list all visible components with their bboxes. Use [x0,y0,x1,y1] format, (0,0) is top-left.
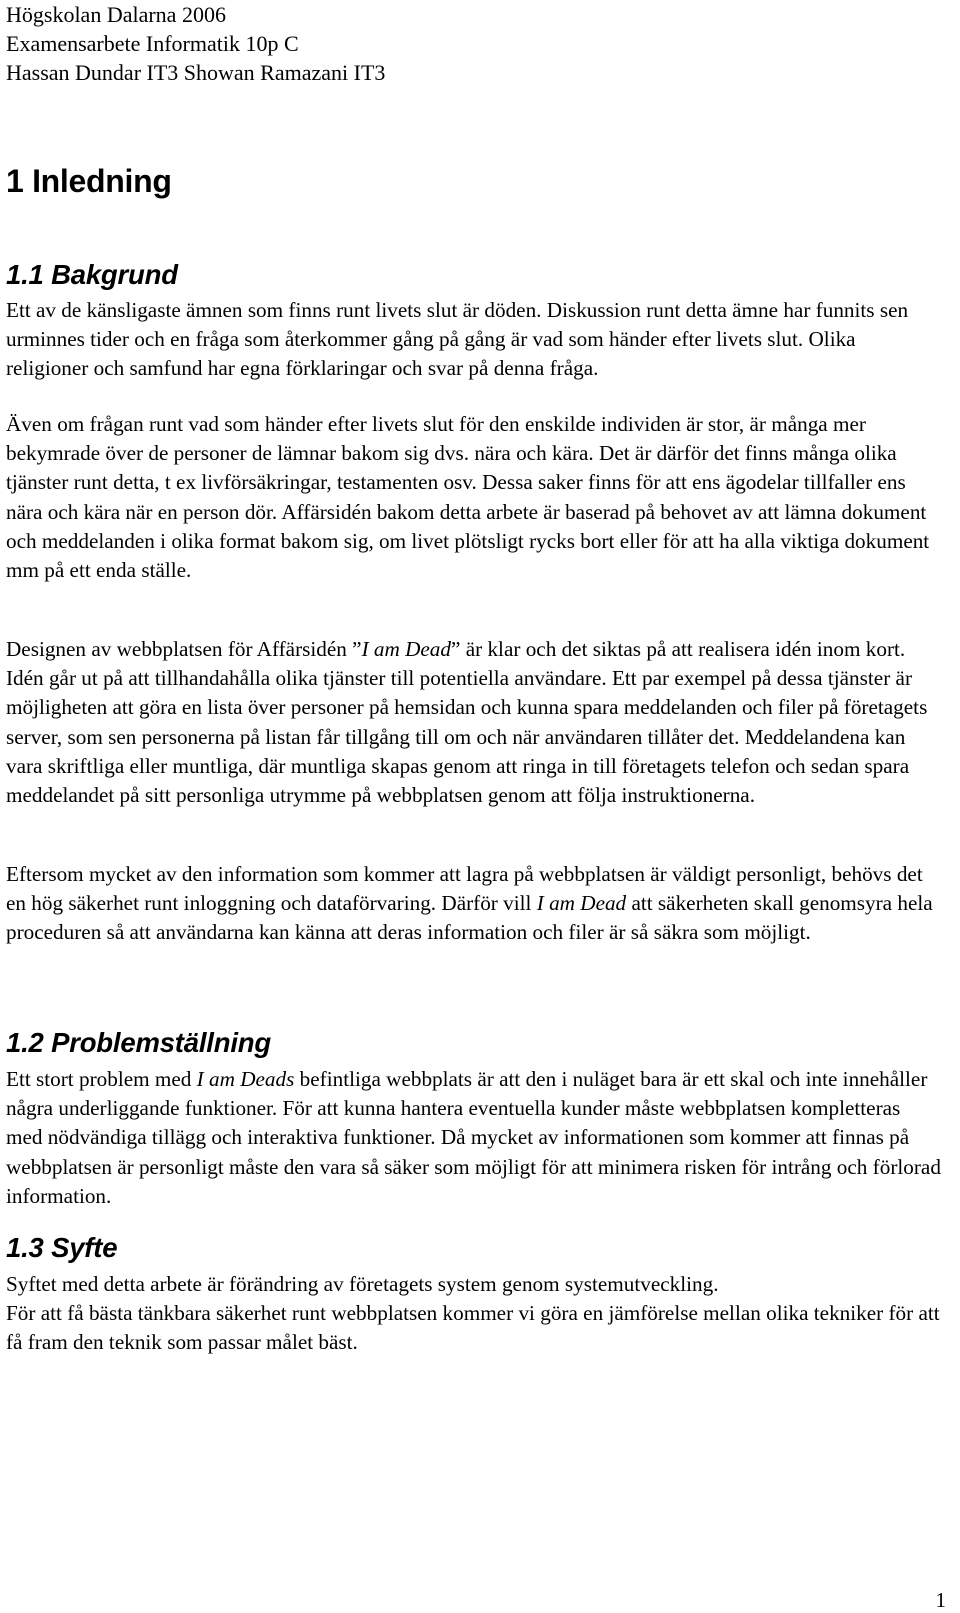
bakgrund-p4-text-a: Eftersom mycket av den information som kommer att lagra på webbplatsen är väldigt personligt, behövs det en hög säkerhet runt inloggning och dataförvaring. Därför vill [6,862,923,916]
problem-paragraph-1 [6,1065,941,1211]
bakgrund-paragraph-1: Ett av de känsligaste ämnen som finns runt livets slut är döden. Diskussion runt detta ämne har funnits sen urminnes tider och en fråga som återkommer gång på gång är vad som händer efter livets slut. Olika religioner och samfund har egna förklaringar och svar på denna fråga. [6,298,909,381]
page-number: 1 [935,1588,946,1612]
bakgrund-p3-company-name: I am Dead [361,637,451,661]
syfte-paragraph-2: För att få bästa tänkbara säkerhet runt webbplatsen kommer vi göra en jämförelse mellan olika tekniker för att få fram den teknik som passar målet bäst. [6,1301,940,1355]
bakgrund-paragraph-4 [6,860,941,948]
chapter-title: 1 Inledning [6,163,172,199]
section-title-bakgrund: 1.1 Bakgrund [6,259,178,290]
section-title-syfte: 1.3 Syfte [6,1232,118,1263]
problem-p1-text-b: befintliga webbplats är att den i nuläget bara är ett skal och inte innehåller några underliggande funktioner. För att kunna hantera eventuella kunder måste webbplatsen kompletteras med nödvändiga tillägg och interaktiva funktioner. Då mycket av informationen som kommer att finnas på webbplatsen är personligt måste den vara så säker som möjligt för att minimera risken för intrång och förlorad information. [6,1067,941,1208]
header-course: Examensarbete Informatik 10p C [6,31,299,56]
syfte-paragraph-1: Syftet med detta arbete är förändring av företagets system genom systemutveckling. [6,1272,719,1296]
problem-p1-text-a: Ett stort problem med [6,1067,197,1091]
bakgrund-p4-company-name: I am Dead [536,891,627,916]
header-authors: Hassan Dundar IT3 Showan Ramazani IT3 [6,60,386,85]
header-institution: Högskolan Dalarna 2006 [6,2,226,27]
bakgrund-p3-text-b: ” är klar och det siktas på att realisera idén inom kort. Idén går ut på att tillhandahålla olika tjänster till potentiella användare. Ett par exempel på dessa tjänster är möjligheten att göra en lista över personer på hemsidan och kunna spara meddelanden och filer på företagets server, som sen personerna på listan får tillgång till om och när användaren tillåter det. Meddelandena kan vara skriftliga eller muntliga, där muntliga skapas genom att ringa in till företagets telefon och sedan spara meddelandet på sitt personliga utrymme på webbplatsen genom att följa instruktionerna. [6,637,928,808]
problem-p1-company-name: I am Deads [196,1067,295,1091]
bakgrund-p3-text-a: Designen av webbplatsen för Affärsidén ” [6,637,362,661]
document-header [6,0,941,87]
bakgrund-paragraph-3 [6,635,941,810]
bakgrund-p4-text-b: att säkerheten skall genomsyra hela proceduren så att användarna kan känna att deras information och filer är så säkra som möjligt. [6,891,933,945]
section-title-problemstallning: 1.2 Problemställning [6,1027,271,1058]
bakgrund-paragraph-2: Även om frågan runt vad som händer efter livets slut för den enskilde individen är stor, är många mer bekymrade över de personer de lämnar bakom sig dvs. nära och kära. Det är därför det finns många olika tjänster runt detta, t ex livförsäkringar, testamenten osv. Dessa saker finns för att ens ägodelar tillfaller ens nära och kära när en person dör. Affärsidén bakom detta arbete är baserad på behovet av att lämna dokument och meddelanden i olika format bakom sig, om livet plötsligt rycks bort eller för att ha alla viktiga dokument mm på ett enda ställe. [6,412,930,583]
